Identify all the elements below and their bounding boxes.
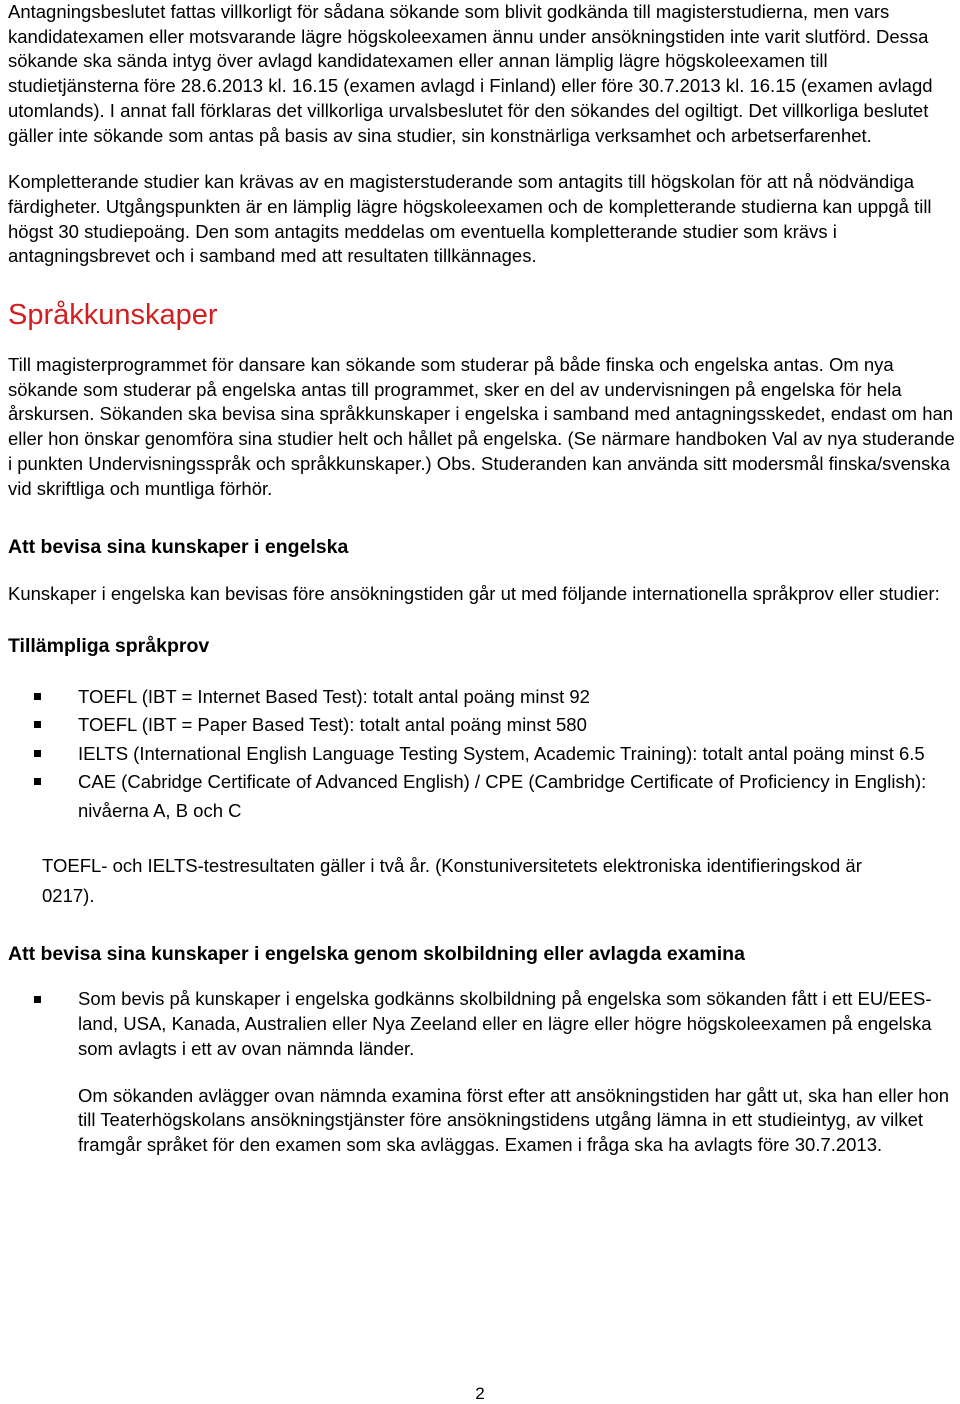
square-bullet-icon — [34, 996, 41, 1003]
schooling-list — [8, 987, 958, 1061]
list-item-text: CAE (Cabridge Certificate of Advanced English) / CPE (Cambridge Certificate of Proficiency in English): nivåerna A, B och C — [78, 771, 927, 821]
square-bullet-icon — [34, 750, 41, 757]
document-page — [8, 0, 958, 1158]
language-skills-paragraph: Till magisterprogrammet för dansare kan sökande som studerar på både finska och engelska antas. Om nya sökande som studerar på engelska antas till programmet, sker en del av undervisningen på engelska för hela årskursen. Sökanden ska bevisa sina språkkunskaper i engelska i samband med antagningsskedet, endast om han eller hon önskar genomföra sina studier helt och hållet på engelska. (Se närmare handboken Val av nya studerande i punkten Undervisningsspråk och språkkunskaper.) Obs. Studeranden kan använda sitt modersmål finska/svenska vid skriftliga och muntliga förhör. — [8, 354, 955, 499]
list-item-text: Som bevis på kunskaper i engelska godkänns skolbildning på engelska som sökanden fått i ett EU/EES-land, USA, Kanada, Australien eller Nya Zeeland eller en lägre eller högre högskoleexamen på engelska som avlagts i ett av ovan nämnda länder. — [78, 988, 932, 1059]
list-item — [8, 768, 958, 825]
schooling-proof-heading: Att bevisa sina kunskaper i engelska genom skolbildning eller avlagda examina — [8, 943, 745, 966]
schooling-followup-paragraph: Om sökanden avlägger ovan nämnda examina först efter att ansökningstiden har gått ut, ska han eller hon till Teaterhögskolans ansökningstjänster före ansökningstidens utgång lämna in ett studieintyg, av vilket framgår språket för den examen som ska avläggas. Examen i fråga ska ha avlagts före 30.7.2013. — [78, 1084, 950, 1155]
list-item — [8, 740, 958, 769]
square-bullet-icon — [34, 693, 41, 700]
list-item — [8, 711, 958, 740]
page-number: 2 — [475, 1384, 485, 1403]
complementary-studies-paragraph: Kompletterande studier kan krävas av en magisterstuderande som antagits till högskolan för att nå nödvändiga färdigheter. Utgångspunkten är en lämplig lägre högskoleexamen och de kompletterande studierna kan uppgå till högst 30 studiepoäng. Den som antagits meddelas om eventuella kompletterande studier som krävs i antagningsbrevet och i samband med att resultaten tillkännages. — [8, 171, 932, 267]
language-tests-list — [8, 683, 958, 826]
language-tests-heading: Tillämpliga språkprov — [8, 634, 210, 657]
english-proof-paragraph: Kunskaper i engelska kan bevisas före ansökningstiden går ut med följande internationella språkprov eller studier: — [8, 583, 940, 605]
language-skills-heading: Språkkunskaper — [8, 299, 218, 332]
square-bullet-icon — [34, 778, 41, 785]
list-item — [8, 987, 958, 1061]
intro-paragraph: Antagningsbeslutet fattas villkorligt för sådana sökande som blivit godkända till magisterstudierna, men vars kandidatexamen eller motsvarande lägre högskoleexamen ännu under ansökningstiden inte varit slutförd. Dessa sökande ska sända intyg över avlagd kandidatexamen eller annan lämplig lägre högskoleexamen till studietjänsterna före 28.6.2013 kl. 16.15 (examen avlagd i Finland) eller före 30.7.2013 kl. 16.15 (examen avlagd utomlands). I annat fall förklaras det villkorliga urvalsbeslutet för den sökandes del ogiltigt. Det villkorliga beslutet gäller inte sökande som antas på basis av sina studier, sin konstnärliga verksamhet och arbetserfarenhet. — [8, 1, 933, 146]
list-item-text: TOEFL (IBT = Internet Based Test): totalt antal poäng minst 92 — [78, 685, 590, 707]
list-item-text: TOEFL (IBT = Paper Based Test): totalt antal poäng minst 580 — [78, 714, 587, 736]
square-bullet-icon — [34, 721, 41, 728]
list-item-text: IELTS (International English Language Testing System, Academic Training): totalt antal poäng minst 6.5 — [78, 742, 925, 764]
english-proof-heading: Att bevisa sina kunskaper i engelska — [8, 536, 349, 559]
test-validity-note: TOEFL- och IELTS-testresultaten gäller i två år. (Konstuniversitetets elektroniska identifieringskod är 0217). — [42, 855, 862, 907]
list-item — [8, 683, 958, 712]
